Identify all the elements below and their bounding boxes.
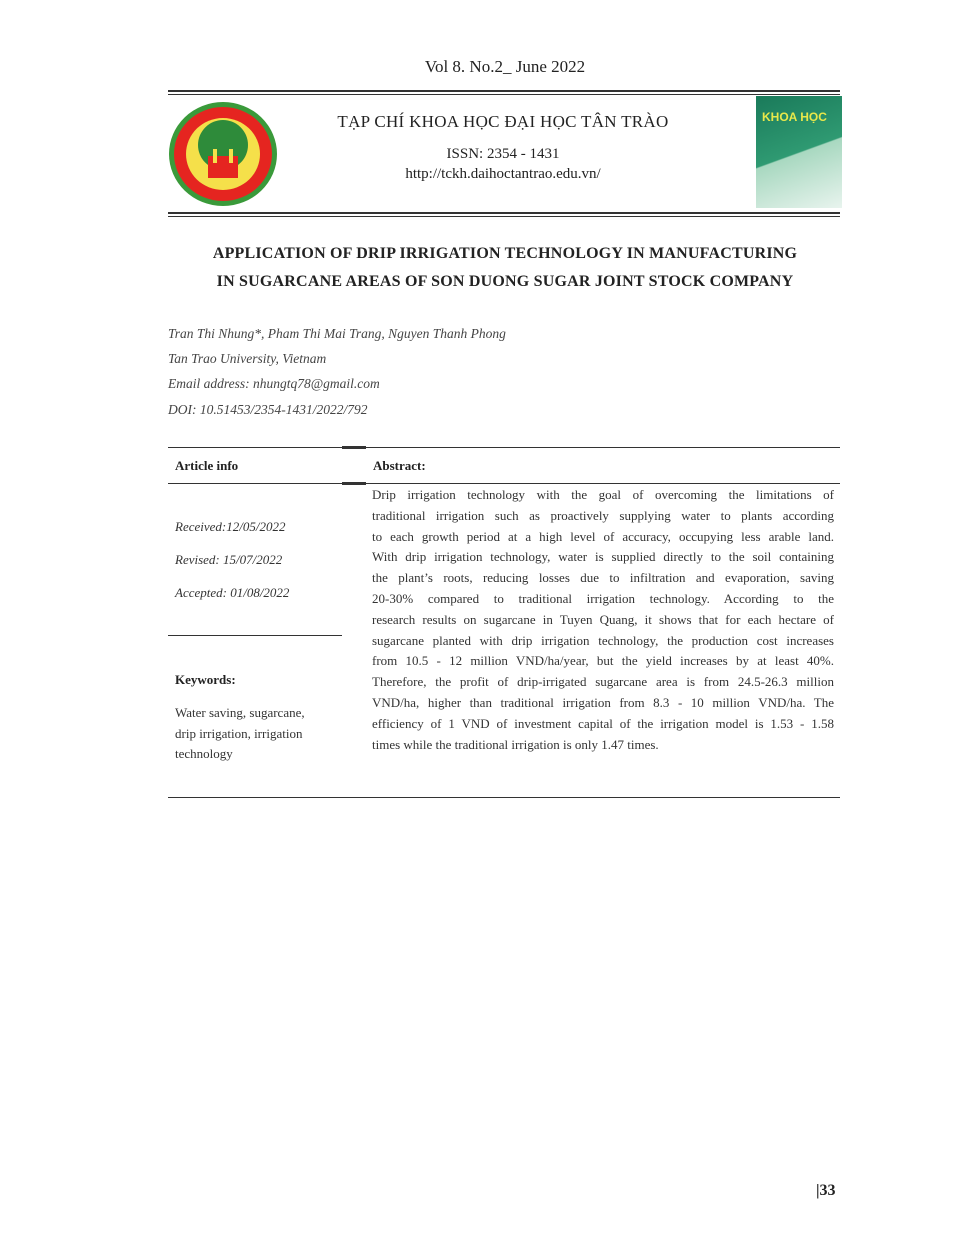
abstract-line: Therefore, the profit of drip-irrigated sugarcane area is from 24.5-26.3 million	[372, 674, 834, 690]
keyword-line: Water saving, sugarcane,	[175, 705, 305, 720]
abstract-line: 20-30% compared to traditional irrigation technology. According to the	[372, 590, 834, 606]
header-rule	[168, 212, 840, 214]
section-rule	[168, 447, 840, 448]
doi: DOI: 10.51453/2354-1431/2022/792	[168, 402, 368, 417]
divider-mark	[342, 446, 366, 449]
keywords-heading: Keywords:	[175, 672, 236, 687]
accepted-date: Accepted: 01/08/2022	[175, 585, 290, 600]
journal-title: TẠP CHÍ KHOA HỌC ĐẠI HỌC TÂN TRÀO	[337, 112, 669, 131]
issn: ISSN: 2354 - 1431	[446, 146, 560, 162]
abstract-heading: Abstract:	[373, 458, 426, 473]
revised-date: Revised: 15/07/2022	[175, 552, 283, 567]
journal-url[interactable]: http://tckh.daihoctantrao.edu.vn/	[405, 166, 601, 182]
received-date: Received:12/05/2022	[175, 519, 286, 534]
affiliation: Tan Trao University, Vietnam	[168, 351, 327, 366]
keywords-list	[175, 703, 335, 765]
abstract-body	[372, 485, 834, 755]
abstract-line: research results on sugarcane in Tuyen Quang, it shows that for each hectare of	[372, 611, 834, 627]
volume-label: Vol 8. No.2_ June 2022	[424, 57, 586, 76]
abstract-line: VND/ha, higher than traditional irrigation from 8.3 - 10 million VND/ha. The	[372, 694, 834, 710]
abstract-line: times while the traditional irrigation is only 1.47 times.	[372, 736, 659, 752]
abstract-line: With drip irrigation technology, water is supplied directly to the soil containing	[372, 549, 834, 565]
section-rule	[168, 797, 840, 798]
section-rule	[168, 483, 840, 484]
abstract-line: Drip irrigation technology with the goal of overcoming the limitations of	[372, 487, 834, 502]
article-info-heading: Article info	[175, 458, 239, 473]
abstract-line: to each growth period at a high level of accuracy, occupying less arable land.	[372, 528, 834, 544]
abstract-line: the plant’s roots, reducing losses due to infiltration and evaporation, saving	[372, 570, 834, 586]
abstract-line: from 10.5 - 12 million VND/ha/year, but the yield increases by at least 40%.	[372, 653, 834, 669]
university-logo	[168, 101, 278, 207]
title-line: IN SUGARCANE AREAS OF SON DUONG SUGAR JOINT STOCK COMPANY	[216, 273, 794, 290]
header-rule	[168, 90, 840, 92]
page-number: |33	[816, 1182, 836, 1199]
divider-mark	[342, 482, 366, 485]
info-divider	[168, 635, 342, 636]
abstract-line: efficiency of 1 VND of investment capital of the irrigation model is 1.53 - 1.58	[372, 715, 834, 731]
header-rule	[168, 216, 840, 217]
keyword-line: drip irrigation, irrigation	[175, 725, 303, 741]
header-rule	[168, 94, 840, 95]
abstract-line: sugarcane planted with drip irrigation technology, the production cost increases	[372, 632, 834, 648]
authors: Tran Thi Nhung*, Pham Thi Mai Trang, Nguyen Thanh Phong	[168, 326, 506, 341]
abstract-line: traditional irrigation such as proactively supplying water to plants according	[372, 507, 834, 523]
journal-cover-image: KHOA HỌC	[756, 96, 842, 208]
email: Email address: nhungtq78@gmail.com	[168, 376, 380, 391]
keyword-line: technology	[175, 746, 233, 761]
article-title	[150, 240, 860, 296]
title-line: APPLICATION OF DRIP IRRIGATION TECHNOLOGY IN MANUFACTURING	[212, 245, 798, 262]
